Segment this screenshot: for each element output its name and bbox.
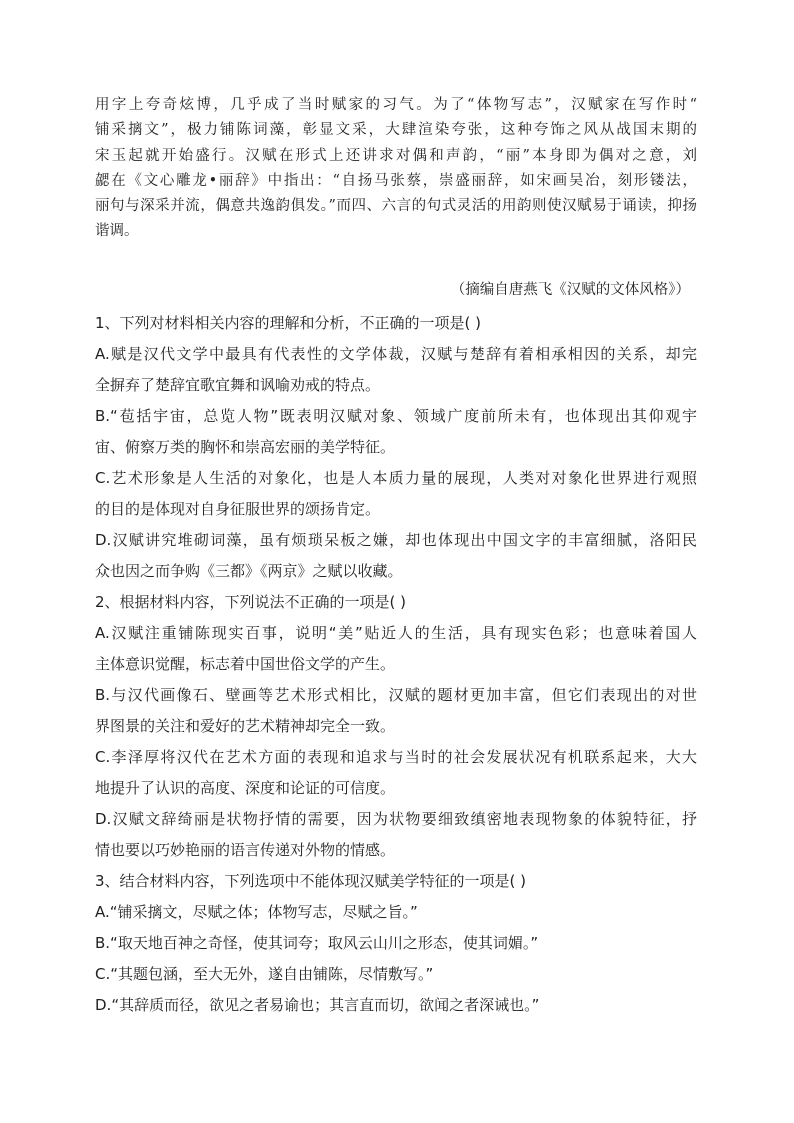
question-3-option-d: D.“其辞质而径，欲见之者易谕也；其言直而切，欲闻之者深诫也。” bbox=[95, 996, 540, 1014]
question-1-option-d: D.汉赋讲究堆砌词藻，虽有烦琐呆板之嫌，却也体现出中国文字的丰富细腻，洛阳民 bbox=[95, 531, 697, 549]
question-1-option-d-cont: 众也因之而争购《三都》《两京》之赋以收藏。 bbox=[95, 562, 403, 580]
question-1-option-a: A.赋是汉代文学中最具有代表性的文学体裁，汉赋与楚辞有着相承相因的关系，却完 bbox=[95, 345, 697, 363]
question-2-option-b-cont: 界图景的关注和爱好的艺术精神却完全一致。 bbox=[95, 717, 396, 735]
question-1-option-b: B.“苞括宇宙，总览人物”既表明汉赋对象、领域广度前所未有，也体现出其仰观宇 bbox=[95, 407, 697, 425]
question-1-option-c: C.艺术形象是人生活的对象化，也是人本质力量的展现，人类对对象化世界进行观照 bbox=[95, 469, 697, 487]
question-2-stem: 2、根据材料内容，下列说法不正确的一项是( ) bbox=[95, 593, 407, 611]
question-2-option-a-cont: 主体意识觉醒，标志着中国世俗文学的产生。 bbox=[95, 655, 396, 673]
passage-line: 用字上夸奇炫博，几乎成了当时赋家的习气。为了“体物写志”，汉赋家在写作时“ bbox=[95, 97, 697, 113]
question-3-option-a: A.“铺采摛文，尽赋之体；体物写志，尽赋之旨。” bbox=[95, 903, 418, 921]
passage-line: 谐调。 bbox=[95, 223, 139, 240]
question-1-option-b-cont: 宙、俯察万类的胸怀和崇高宏丽的美学特征。 bbox=[95, 438, 396, 456]
question-3-option-b: B.“取天地百神之奇怪，使其词夸；取风云山川之形态，使其词媚。” bbox=[95, 934, 539, 952]
passage-line: 铺采摛文”，极力铺陈词藻，彰显文采，大肆渲染夸张，这种夸饰之风从战国末期的 bbox=[95, 122, 697, 139]
question-2-option-a: A.汉赋注重铺陈现实百事，说明“美”贴近人的生活，具有现实色彩；也意味着国人 bbox=[95, 624, 697, 642]
question-3-stem: 3、结合材料内容，下列选项中不能体现汉赋美学特征的一项是( ) bbox=[95, 872, 527, 890]
passage-line: 宋玉起就开始盛行。汉赋在形式上还讲求对偶和声韵，“丽”本身即为偶对之意，刘 bbox=[95, 147, 697, 164]
question-1-stem: 1、下列对材料相关内容的理解和分析，不正确的一项是( ) bbox=[95, 314, 482, 332]
question-2-option-c: C.李泽厚将汉代在艺术方面的表现和追求与当时的社会发展状况有机联系起来，大大 bbox=[95, 748, 697, 766]
passage-line: 丽句与深采并流，偶意共逸韵俱发。”而四、六言的句式灵活的用韵则使汉赋易于诵读，抑扬 bbox=[95, 198, 697, 215]
passage-line: 勰在《文心雕龙•丽辞》中指出：“自扬马张蔡，崇盛丽辞，如宋画吴冶，刻形镂法， bbox=[95, 172, 697, 189]
question-2-option-d: D.汉赋文辞绮丽是状物抒情的需要，因为状物要细致缜密地表现物象的体貌特征，抒 bbox=[95, 810, 697, 828]
question-1-option-c-cont: 的目的是体现对自身征服世界的颂扬肯定。 bbox=[95, 500, 381, 518]
question-2-option-d-cont: 情也要以巧妙艳丽的语言传递对外物的情感。 bbox=[95, 841, 396, 859]
question-2-option-c-cont: 地提升了认识的高度、深度和论证的可信度。 bbox=[95, 779, 396, 797]
passage-source: （摘编自唐燕飞《汉赋的文体风格》） bbox=[450, 282, 690, 298]
question-list bbox=[95, 308, 697, 1021]
question-3-option-c: C.“其题包涵，至大无外，遂自由铺陈，尽情敷写。” bbox=[95, 965, 434, 983]
question-1-option-a-cont: 全摒弃了楚辞宜歌宜舞和讽喻劝戒的特点。 bbox=[95, 376, 381, 394]
passage-excerpt bbox=[95, 93, 697, 245]
question-2-option-b: B.与汉代画像石、壁画等艺术形式相比，汉赋的题材更加丰富，但它们表现出的对世 bbox=[95, 686, 697, 704]
